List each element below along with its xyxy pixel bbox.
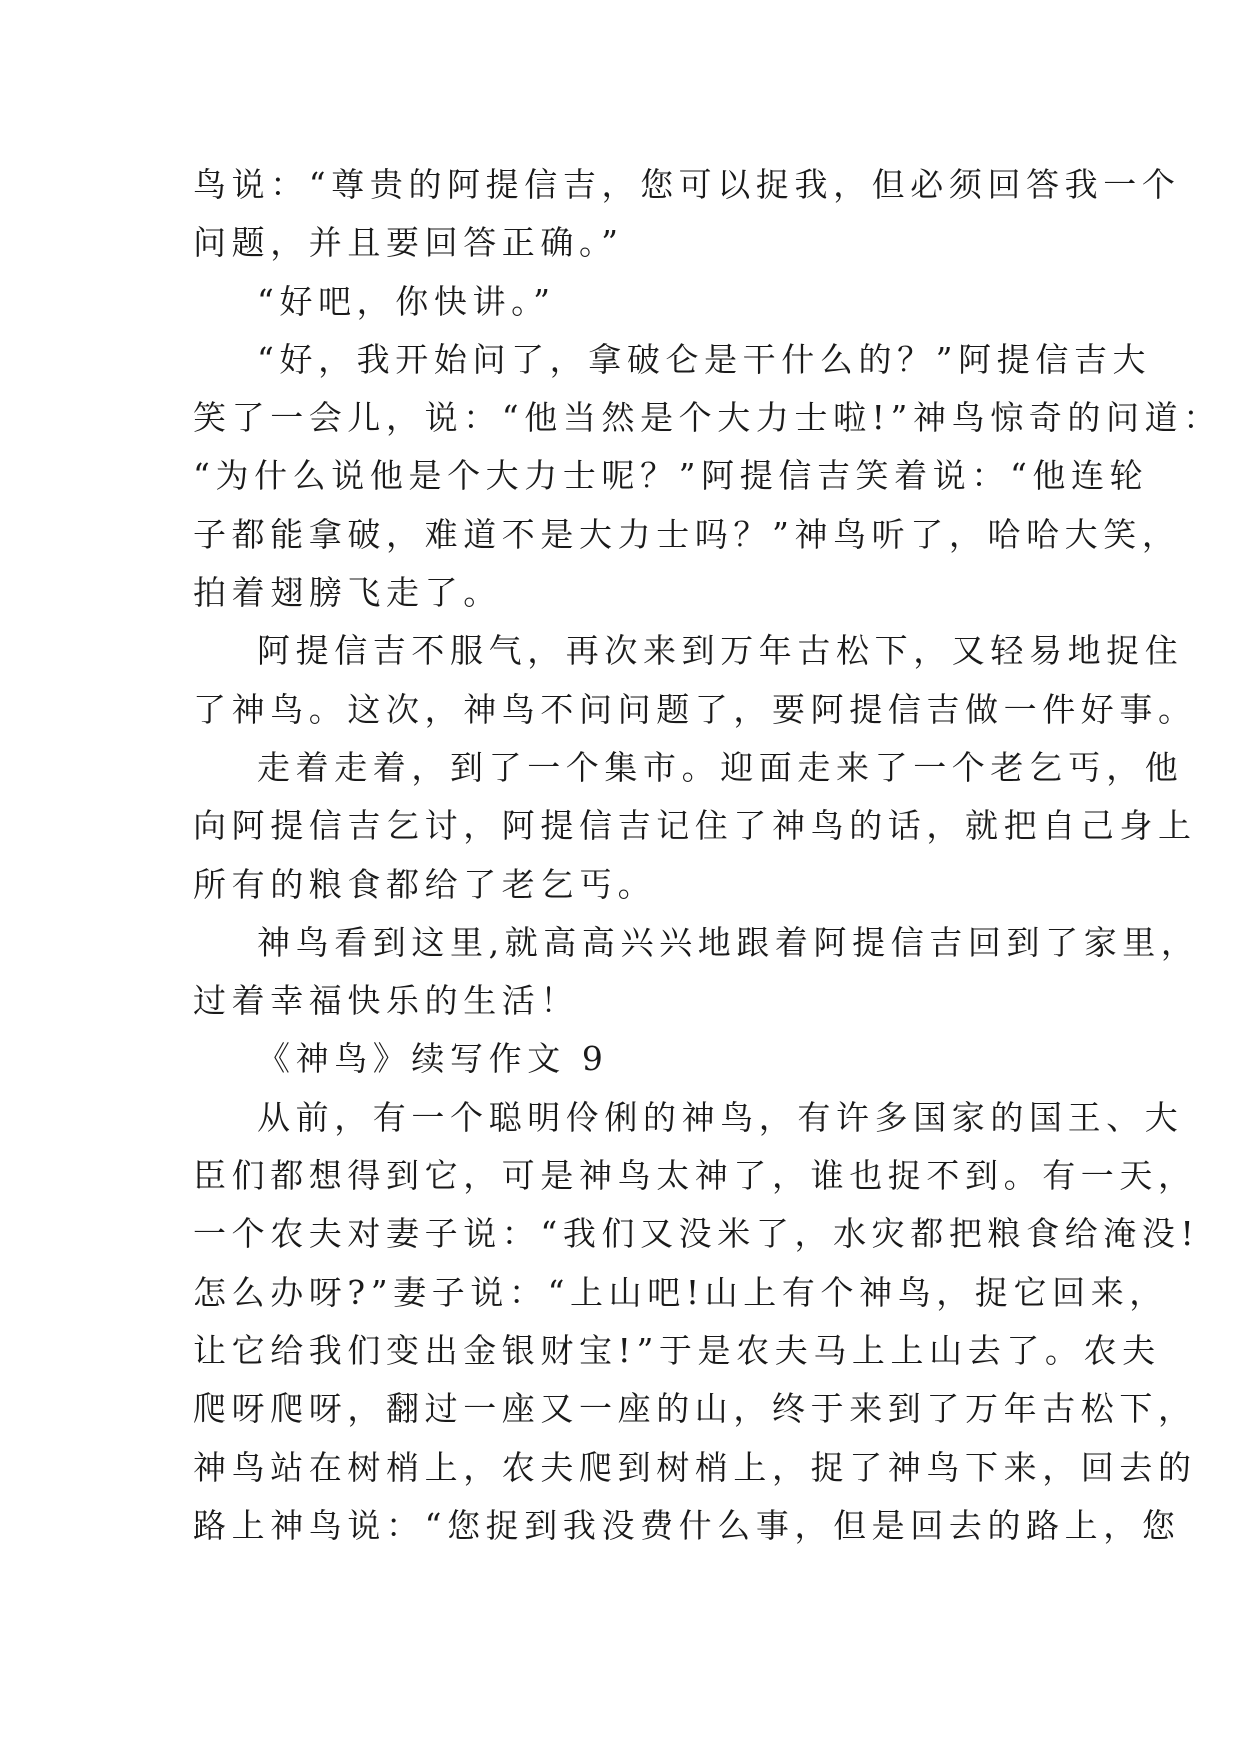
text-line: 过着幸福快乐的生活！ (193, 981, 579, 1021)
text-line: 爬呀爬呀，翻过一座又一座的山，终于来到了万年古松下， (193, 1389, 1197, 1429)
section-heading: 《神鸟》续写作文 9 (257, 1039, 609, 1079)
text-line: 臣们都想得到它，可是神鸟太神了，谁也捉不到。有一天， (193, 1156, 1197, 1196)
body-text (193, 156, 1222, 1555)
text-line: “好，我开始问了，拿破仑是干什么的？”阿提信吉大 (257, 339, 1152, 379)
text-line: 走着走着，到了一个集市。迎面走来了一个老乞丐，他 (257, 747, 1184, 787)
text-line: 向阿提信吉乞讨，阿提信吉记住了神鸟的话，就把自己身上 (193, 806, 1197, 846)
text-line: “为什么说他是个大力士呢？”阿提信吉笑着说：“他连轮 (193, 456, 1149, 496)
text-line: 让它给我们变出金银财宝!”于是农夫马上上山去了。农夫 (193, 1330, 1161, 1370)
text-line: 怎么办呀?”妻子说：“上山吧!山上有个神鸟，捉它回来， (193, 1272, 1168, 1312)
text-line: 拍着翅膀飞走了。 (193, 573, 502, 613)
text-line: 笑了一会儿，说：“他当然是个大力士啦!”神鸟惊奇的问道： (193, 398, 1222, 438)
text-line: 问题，并且要回答正确。” (193, 223, 624, 263)
text-line: 从前，有一个聪明伶俐的神鸟，有许多国家的国王、大 (257, 1097, 1184, 1137)
text-line: 一个农夫对妻子说：“我们又没米了，水灾都把粮食给淹没! (193, 1214, 1200, 1254)
text-line: 路上神鸟说：“您捉到我没费什么事，但是回去的路上，您 (193, 1505, 1181, 1545)
text-line: 神鸟站在树梢上，农夫爬到树梢上，捉了神鸟下来，回去的 (193, 1447, 1197, 1487)
text-line: 子都能拿破，难道不是大力士吗？”神鸟听了，哈哈大笑， (193, 514, 1181, 554)
text-line: 所有的粮食都给了老乞丐。 (193, 864, 657, 904)
text-line: 鸟说：“尊贵的阿提信吉，您可以捉我，但必须回答我一个 (193, 165, 1181, 204)
text-line: “好吧，你快讲。” (257, 281, 556, 321)
text-line: 神鸟看到这里,就高高兴兴地跟着阿提信吉回到了家里， (257, 922, 1200, 962)
text-line: 了神鸟。这次，神鸟不问问题了，要阿提信吉做一件好事。 (193, 689, 1197, 729)
text-line: 阿提信吉不服气，再次来到万年古松下，又轻易地捉住 (257, 631, 1184, 671)
